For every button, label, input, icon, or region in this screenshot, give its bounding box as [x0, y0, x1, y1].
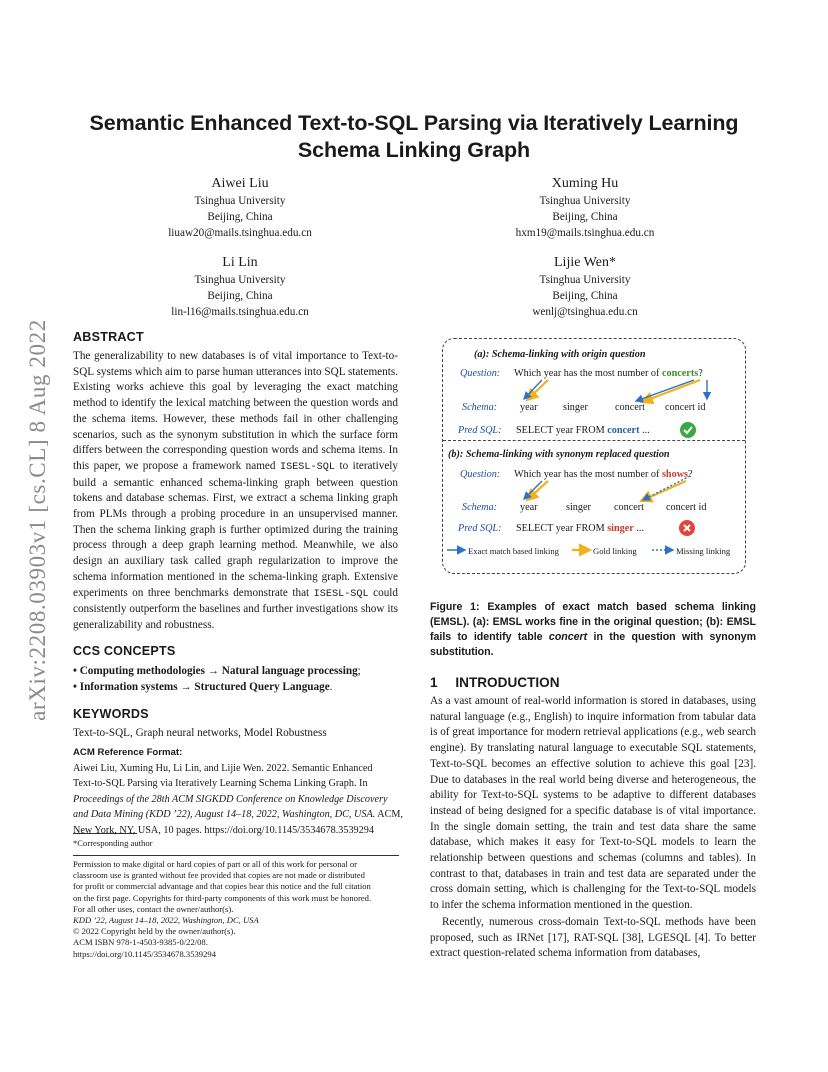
schema-item: concert	[614, 502, 644, 513]
author-location: Beijing, China	[552, 211, 618, 223]
figure-caption	[430, 600, 756, 660]
exact-link-arrow	[636, 380, 694, 401]
sql-ellipsis: ...	[633, 523, 645, 534]
section-number: 1	[430, 675, 438, 690]
acm-ref-heading: ACM Reference Format:	[73, 747, 183, 758]
schema-item: concert	[615, 402, 645, 413]
schema-item: year	[520, 402, 538, 413]
figure-b-title: (b): Schema-linking with synonym replaced question	[448, 449, 670, 460]
question-punct: ?	[688, 469, 693, 480]
missing-link-arrow	[643, 476, 690, 500]
schema-label: Schema:	[462, 402, 498, 413]
permission-line: https://doi.org/10.1145/3534678.3539294	[73, 948, 216, 959]
author-email: hxm19@mails.tsinghua.edu.cn	[515, 227, 655, 239]
gold-link-arrow	[641, 481, 686, 501]
legend-missing-label: Missing linking	[676, 546, 731, 556]
title-line-1: Semantic Enhanced Text-to-SQL Parsing via Iteratively Learning	[89, 111, 739, 135]
sql-highlight: concert	[607, 425, 640, 436]
ccs-punct: .	[329, 680, 333, 693]
abstract-body-1: The generalizability to new databases is of vital importance to Text-to-SQL systems which aim to parse human utterances into SQL statements. Existing works achieve this goal by leveraging the exact matching method to identify the lexical matching between the question words and the schema items. However, these methods fail in other challenging scenarios, such as the synonym substitution in which the surface form differs between the corresponding question words and schema items. In this paper, we propose a framework named	[73, 350, 398, 472]
author-affiliation: Tsinghua University	[539, 274, 631, 286]
abstract-heading: ABSTRACT	[73, 330, 144, 344]
sql-text: SELECT year FROM	[516, 425, 608, 436]
ccs-punct: ;	[357, 665, 361, 677]
title-line-2: Schema Linking Graph	[297, 138, 531, 162]
permission-line: © 2022 Copyright held by the owner/author(s).	[73, 926, 236, 937]
abstract-body-2: to iteratively build a semantic enhanced schema-linking graph between question tokens and database schemas. First, we extract a schema linking graph from PLMs through a probing procedure in an unsupervised manner. Then the schema linking graph is further optimized during the training process through a deep graph learning method. Meanwhile, we also design an auxiliary task called graph regularization to improve the schema information mentioned in the schema-linking graph. Extensive experiments on three benchmarks demonstrate that	[73, 459, 398, 599]
intro-paragraph-1: As a vast amount of real-world information is stored in databases, using natural language (e.g., English) to inquire information from tabular data is of great importance for modern retrieval applications (e.g., web search engine). By translating natural language to executable SQL statements, Text-to-SQL becomes an effective solution to achieve this goal [23]. Due to databases in the real world being diverse and heterogeneous, the ability for Text-to-SQL systems to be adaptive to different databases instead of being designed for a specific database is of vital importance. In the single domain setting, the train and test data share the same database, which makes it easy for Text-to-SQL models to learn the relationship between questions and schemas (columns and tables). In contrast to that, databases in train and test data are separated under the cross domain setting, which is challenging for the Text-to-SQL models to infer the schema information mentioned in the question.	[430, 695, 756, 912]
acm-ref-line: and Data Mining (KDD ’22), August 14–18, 2022, Washington, DC, USA.	[73, 809, 376, 821]
question-label: Question:	[460, 469, 501, 480]
intro-heading	[430, 675, 560, 690]
pred-sql-label: Pred SQL:	[458, 425, 502, 436]
author-email: lin-l16@mails.tsinghua.edu.cn	[171, 306, 309, 318]
gold-link-arrow	[527, 481, 548, 500]
ccs-line-1: • Computing methodologies → Natural language processing	[73, 665, 358, 677]
framework-name: ISESL-SQL	[313, 588, 369, 600]
author-email: wenlj@tsinghua.edu.cn	[532, 306, 638, 318]
permission-line: Permission to make digital or hard copies of part or all of this work for personal or	[73, 859, 358, 869]
question-highlight: shows	[661, 469, 689, 480]
author-location: Beijing, China	[207, 290, 273, 302]
author-affiliation: Tsinghua University	[194, 195, 286, 207]
permission-line: on the first page. Copyrights for third-party components of this work must be honored.	[73, 892, 372, 903]
author-name: Li Lin	[222, 255, 258, 270]
question-label: Question:	[460, 368, 501, 379]
ccs-heading: CCS CONCEPTS	[73, 644, 176, 658]
acm-ref-line: New York, NY, USA, 10 pages. https://doi.org/10.1145/3534678.3539294	[73, 824, 374, 836]
permission-line: ACM ISBN 978-1-4503-9385-0/22/08.	[73, 937, 208, 948]
caption-text-end: in the question with synonym substitution.	[430, 631, 756, 658]
permission-line: KDD ’22, August 14–18, 2022, Washington, DC, USA	[73, 915, 259, 926]
acm-ref-line: Text-to-SQL Parsing via Iteratively Learning Schema Linking Graph. In	[73, 778, 368, 790]
intro-paragraph-2: Recently, numerous cross-domain Text-to-SQL methods have been proposed, such as IRNet [17], RAT-SQL [38], LGESQL [4]. To better extract question-related schema information from databases,	[430, 916, 756, 960]
arxiv-id: arXiv:2208.03903v1 [cs.CL] 8 Aug 2022	[25, 319, 50, 721]
acm-ref-line: ACM,	[375, 809, 403, 821]
author-email: liuaw20@mails.tsinghua.edu.cn	[168, 227, 312, 239]
framework-name: ISESL-SQL	[279, 461, 335, 473]
author-name: Lijie Wen*	[554, 255, 616, 270]
figure-a-title: (a): Schema-linking with origin question	[474, 349, 646, 360]
keywords-text: Text-to-SQL, Graph neural networks, Model Robustness	[73, 727, 327, 739]
footnote: *Corresponding author	[73, 838, 153, 848]
permission-line: for profit or commercial advantage and that copies bear this notice and the full citation	[73, 881, 371, 892]
author-affiliation: Tsinghua University	[194, 274, 286, 286]
keywords-heading: KEYWORDS	[73, 707, 149, 721]
sql-highlight: singer	[607, 523, 634, 534]
sql-ellipsis: ...	[639, 425, 650, 436]
question-highlight: concerts	[661, 368, 699, 379]
pred-sql-label: Pred SQL:	[458, 523, 502, 534]
author-location: Beijing, China	[207, 211, 273, 223]
schema-item: concert id	[665, 402, 706, 413]
permission-line: classroom use is granted without fee provided that copies are not made or distributed	[73, 870, 365, 881]
schema-label: Schema:	[462, 502, 498, 513]
author-name: Xuming Hu	[551, 176, 619, 191]
check-icon	[680, 422, 696, 438]
schema-item: singer	[563, 402, 588, 413]
caption-emphasis: concert	[548, 631, 588, 643]
section-title: INTRODUCTION	[455, 675, 560, 690]
legend-gold-label: Gold linking	[593, 546, 637, 556]
schema-item: year	[520, 502, 538, 513]
abstract-body-3: could consistently outperform the baselines and further investigations show its generalizability and robustness.	[73, 586, 398, 631]
author-location: Beijing, China	[552, 290, 618, 302]
acm-ref-line: Proceedings of the 28th ACM SIGKDD Conference on Knowledge Discovery	[73, 793, 388, 805]
question-text: Which year has the most number of	[514, 368, 662, 379]
ccs-line-2: • Information systems → Structured Query Language	[73, 680, 330, 693]
author-affiliation: Tsinghua University	[539, 195, 631, 207]
gold-link-arrow	[642, 380, 700, 402]
question-text: Which year has the most number of	[514, 469, 662, 480]
sql-text: SELECT year FROM	[516, 523, 608, 534]
caption-text: Figure 1: Examples of exact match based schema linking (EMSL). (a): EMSL works fine in the original question; (b): EMSL fails to identify table	[430, 601, 756, 643]
legend-exact-label: Exact match based linking	[468, 546, 559, 556]
acm-ref-line: Aiwei Liu, Xuming Hu, Li Lin, and Lijie Wen. 2022. Semantic Enhanced	[73, 762, 373, 774]
schema-item: singer	[566, 502, 591, 513]
question-punct: ?	[698, 368, 703, 379]
schema-item: concert id	[666, 502, 707, 513]
author-name: Aiwei Liu	[211, 176, 269, 191]
permission-line: For all other uses, contact the owner/author(s).	[73, 903, 234, 914]
gold-link-arrow	[527, 380, 548, 400]
